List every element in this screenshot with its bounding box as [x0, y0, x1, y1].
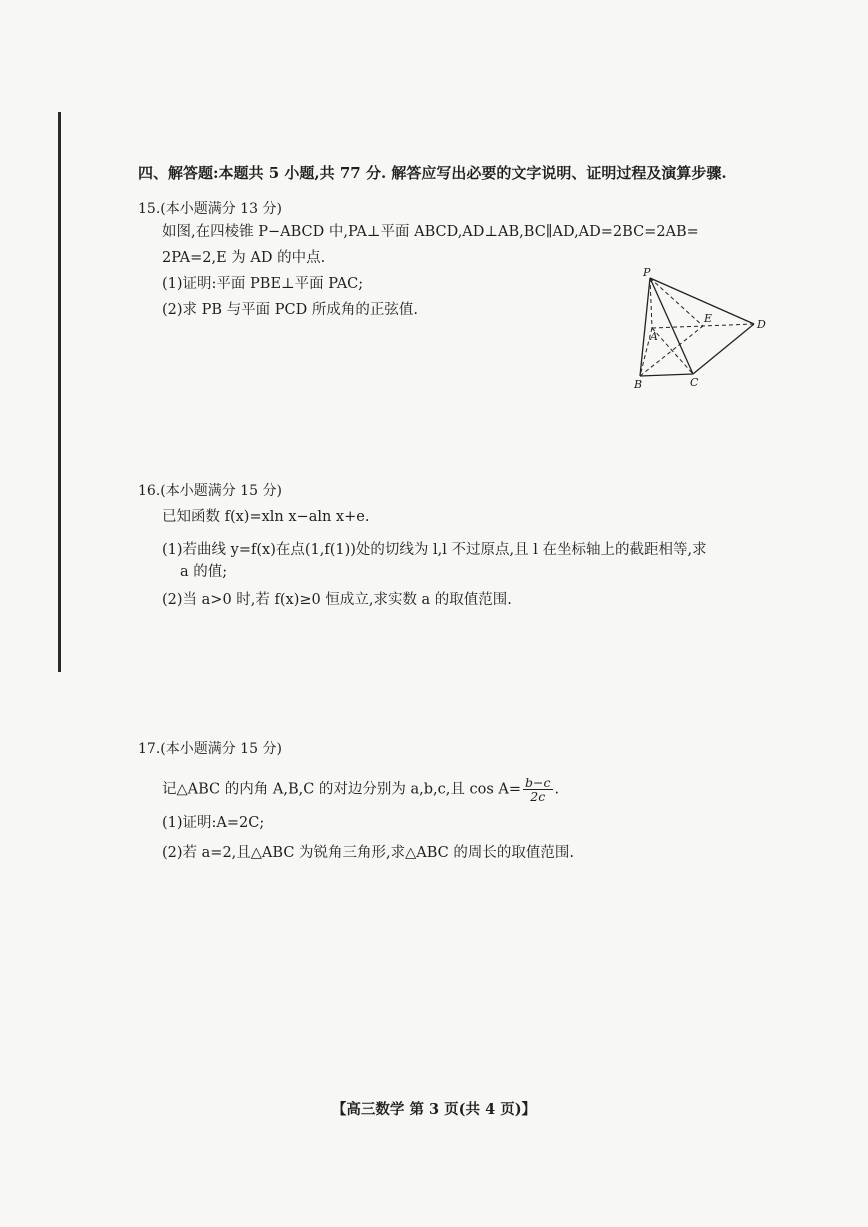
q17-fraction-numerator: b−c [525, 775, 551, 790]
q17-fraction-denominator: 2c [530, 789, 546, 804]
q15-part2: (2)求 PB 与平面 PCD 所成角的正弦值. [162, 302, 418, 318]
q17-fraction [523, 776, 552, 803]
q15-stem-line2: 2PA=2,E 为 AD 的中点. [162, 250, 326, 266]
q16-heading: 16.(本小题满分 15 分) [138, 483, 282, 499]
binding-line [58, 112, 61, 672]
label-p: P [643, 266, 651, 279]
q17-stem-text: 记△ABC 的内角 A,B,C 的对边分别为 a,b,c,且 cos A= [162, 781, 522, 798]
section-title: 四、解答题:本题共 5 小题,共 77 分. 解答应写出必要的文字说明、证明过程及演算步骤. [138, 164, 727, 182]
label-b: B [634, 378, 643, 390]
q15-stem-line1: 如图,在四棱锥 P−ABCD 中,PA⊥平面 ABCD,AD⊥AB,BC∥AD,AD=2BC=2AB= [162, 224, 699, 240]
q16-stem: 已知函数 f(x)=xln x−aln x+e. [162, 509, 370, 525]
q17-heading: 17.(本小题满分 15 分) [138, 741, 282, 757]
q15-heading: 15.(本小题满分 13 分) [138, 201, 282, 217]
label-e: E [704, 312, 713, 325]
q17-part2: (2)若 a=2,且△ABC 为锐角三角形,求△ABC 的周长的取值范围. [162, 845, 574, 861]
label-d: D [757, 318, 766, 331]
q16-part1-line2: a 的值; [180, 564, 228, 580]
pyramid-figure [628, 266, 778, 394]
q16-part2: (2)当 a>0 时,若 f(x)≥0 恒成立,求实数 a 的取值范围. [162, 592, 512, 608]
label-a: A [650, 330, 658, 343]
label-c: C [690, 376, 699, 389]
q16-part1-line1: (1)若曲线 y=f(x)在点(1,f(1))处的切线为 l,l 不过原点,且 l 在坐标轴上的截距相等,求 [162, 542, 707, 558]
q17-stem-end: . [554, 781, 560, 798]
q17-part1: (1)证明:A=2C; [162, 815, 265, 831]
q17-stem [162, 776, 559, 803]
page-footer: 【高三数学 第 3 页(共 4 页)】 [331, 1101, 537, 1118]
q15-part1: (1)证明:平面 PBE⊥平面 PAC; [162, 276, 364, 292]
